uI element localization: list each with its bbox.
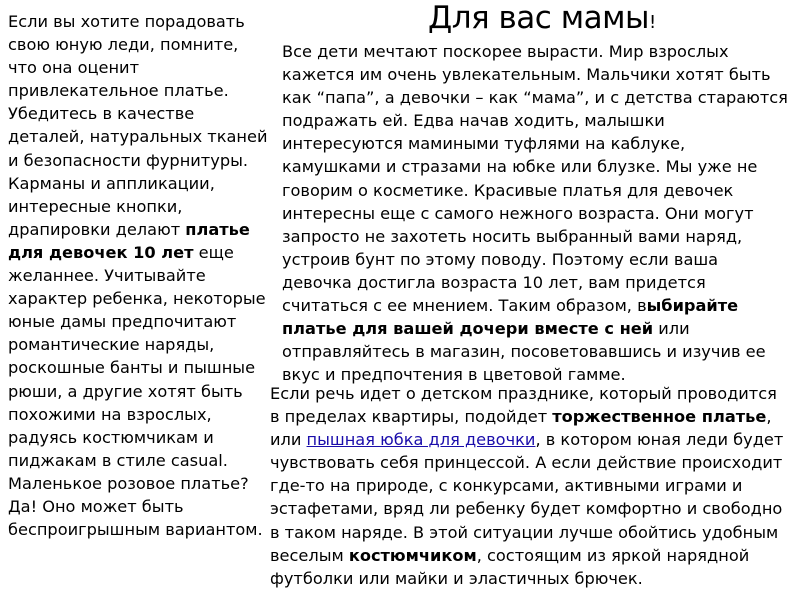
title-exclamation: !: [648, 12, 656, 33]
page-title: [428, 0, 656, 41]
left-text-2: еще желаннее. Учитывайте характер ребенка, некоторые юные дамы предпочитают романтические наряды, роскошные банты и пышные рюши, а другие хотят быть похожими на взрослых, радуясь костюмчикам и пиджакам в стиле casual. Маленькое розовое платье? Да! Оно может быть беспроигрышным вариантом.: [8, 242, 266, 540]
left-text-1: Если вы хотите порадовать свою юную леди, помните, что она оценит привлекательное платье. Убедитесь в качестве деталей, натуральных тканей и безопасности фурнитуры. Карманы и аппликации, интересные кнопки, драпировки делают: [8, 12, 268, 239]
right-top-bold-phrase: ыбирайте платье для вашей дочери вместе с ней: [282, 296, 739, 339]
bottom-text-4: , состоящим из яркой нарядной футболки или майки и эластичных брючек.: [270, 545, 750, 588]
left-column-text: [8, 10, 270, 541]
right-top-text-1: Все дети мечтают поскорее вырасти. Мир взрослых кажется им очень увлекательным. Мальчики хотят быть как “папа”, а девочки – как “мама”, и с детства стараются подражать ей. Едва начав ходить, малышки интересуются мамиными туфлями на каблуке, камушками и стразами на юбке или блузке. Мы уже не говорим о косметике. Красивые платья для девочек интересны еще с самого нежного возраста. Они могут запросто не захотеть носить выбранный вами наряд, устроив бунт по этому поводу. Поэтому если ваша девочка достигла возраста 10 лет, вам придется считаться с ее мнением. Таким образом, в: [282, 42, 788, 316]
right-top-text: [282, 40, 788, 386]
bottom-bold-costume: костюмчиком: [348, 545, 477, 565]
bottom-text: [270, 382, 790, 590]
bottom-text-1: Если речь идет о детском празднике, который проводится в пределах квартиры, подойдет: [270, 384, 777, 427]
title-text: Для вас мамы: [428, 0, 649, 36]
right-top-text-2: или отправляйтесь в магазин, посоветовавшись и изучив ее вкус и предпочтения в цветовой гамме.: [282, 319, 766, 385]
left-bold-keyword: платье для девочек 10 лет: [8, 219, 250, 262]
bottom-paragraph: [270, 382, 790, 590]
left-paragraph: [8, 10, 270, 541]
bottom-text-2: , или: [270, 407, 772, 450]
bottom-text-3: , в котором юная леди будет чувствовать себя принцессой. А если действие происходит где-то на природе, с конкурсами, активными играми и эстафетами, вряд ли ребенку будет комфортно и свободно в таком наряде. В этой ситуации лучше обойтись удобным веселым: [270, 430, 784, 565]
bottom-bold-formal-dress: торжественное платье: [552, 407, 767, 427]
right-top-paragraph: [282, 40, 788, 386]
skirt-link[interactable]: пышная юбка для девочки: [306, 430, 536, 450]
